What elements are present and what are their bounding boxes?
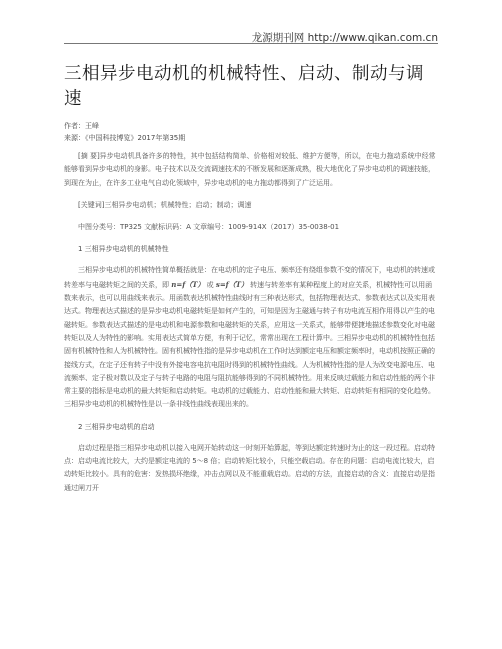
paragraph-text: 或 <box>204 280 216 289</box>
site-name[interactable]: 龙源期刊网 http://www.qikan.com.cn <box>251 32 438 44</box>
article-author: 作者：王峰 <box>64 122 99 130</box>
formula: s=f（T） <box>215 279 248 289</box>
article-body <box>64 62 438 495</box>
article-title: 三相异步电动机的机械特性、启动、制动与调速 <box>64 64 424 109</box>
section-paragraph <box>64 264 438 411</box>
section-paragraph: 启动过程是指三相异步电动机以接入电网开始转动这一时刻开始算起，等到达额定转速时为止的这一段过程。启动特点：启动电流比较大，大约是额定电流的 5～8 倍；启动转矩比较小，只能空载启动。存在的问题：启动电流比较大，启动转矩比较小。具有的危害：发热损坏绝缘，冲击点网以及不能重载启动。启动的方法，直接启动的含义：直接启动是指通过闸刀开 <box>64 443 435 492</box>
article-keywords: [关键词]三相异步电动机；机械特性；启动；制动；调速 <box>78 200 252 209</box>
article-classification: 中图分类号：TP325 文献标识码：A 文章编号：1009-914X（2017）35-0038-01 <box>78 223 340 232</box>
header-divider <box>64 43 438 44</box>
page-header <box>0 0 502 44</box>
article-source: 来源：《中国科技博览》2017年第35期 <box>64 134 186 142</box>
section-heading: 2 三相异步电动机的启动 <box>78 422 155 431</box>
paragraph-text: 转速与转差率有某种程度上的对应关系，机械特性可以用函数来表示，也可以用曲线来表示。用函数表达机械特性曲线时有三种表达形式，包括物理表达式、参数表达式以及实用表达式。物理表达式描述的是异步电动机电磁转矩是如何产生的，可知是因为主磁通与转子有功电流互相作用得以产生的电磁转矩。参数表达式描述的是电动机和电源参数和电磁转矩的关系，应用这一关系式，能够带便捷地描述参数变化对电磁转矩以及人为特性的影响。实用表达式简单方便，有利于记忆，常常出现在工程计算中。三相异步电动机的机械特性包括固有机械特性和人为机械特性。固有机械特性指的是异步电动机在工作时达到额定电压和额定频率时，电动机按照正确的接线方式，在定子还有转子中没有外接电容电抗电阻时得到的机械特性曲线。人为机械特性指的是人为改变电源电压、电流频率、定子极对数以及定子与转子电路的电阻与阻抗能够得到的不同机械特性。用来反映过载能力和启动性能的两个非常主要的指标是电动机的最大转矩和启动转矩。电动机的过载能力、启动性能和最大转矩、启动转矩有相同的变化趋势。三相异步电动机的机械特性是以一条非线性曲线表现出来的。 <box>64 280 435 409</box>
article-abstract: [摘 要]异步电动机具备许多的特性，其中包括结构简单、价格相对较低、维护方便等，所以，在电力拖动系统中经常能够看到异步电动机的身影。电子技术以及交流调速技术的不断发展和逐渐成熟，极大地优化了异步电动机的调速技能，到现在为止，在许多工业电气自动化领域中，异步电动机的电力拖动都得到了广泛运用。 <box>64 152 436 187</box>
paragraph-text: 三相异步电动机的机械特性简单概括就是：在电动机的定子电压、频率还有绕组参数不变的情况下，电动机的转速或转差率与电磁转矩之间的关系，即 <box>64 266 435 289</box>
section-heading: 1 三相异步电动机的机械特性 <box>78 245 169 254</box>
formula: n=f（T） <box>171 279 205 289</box>
